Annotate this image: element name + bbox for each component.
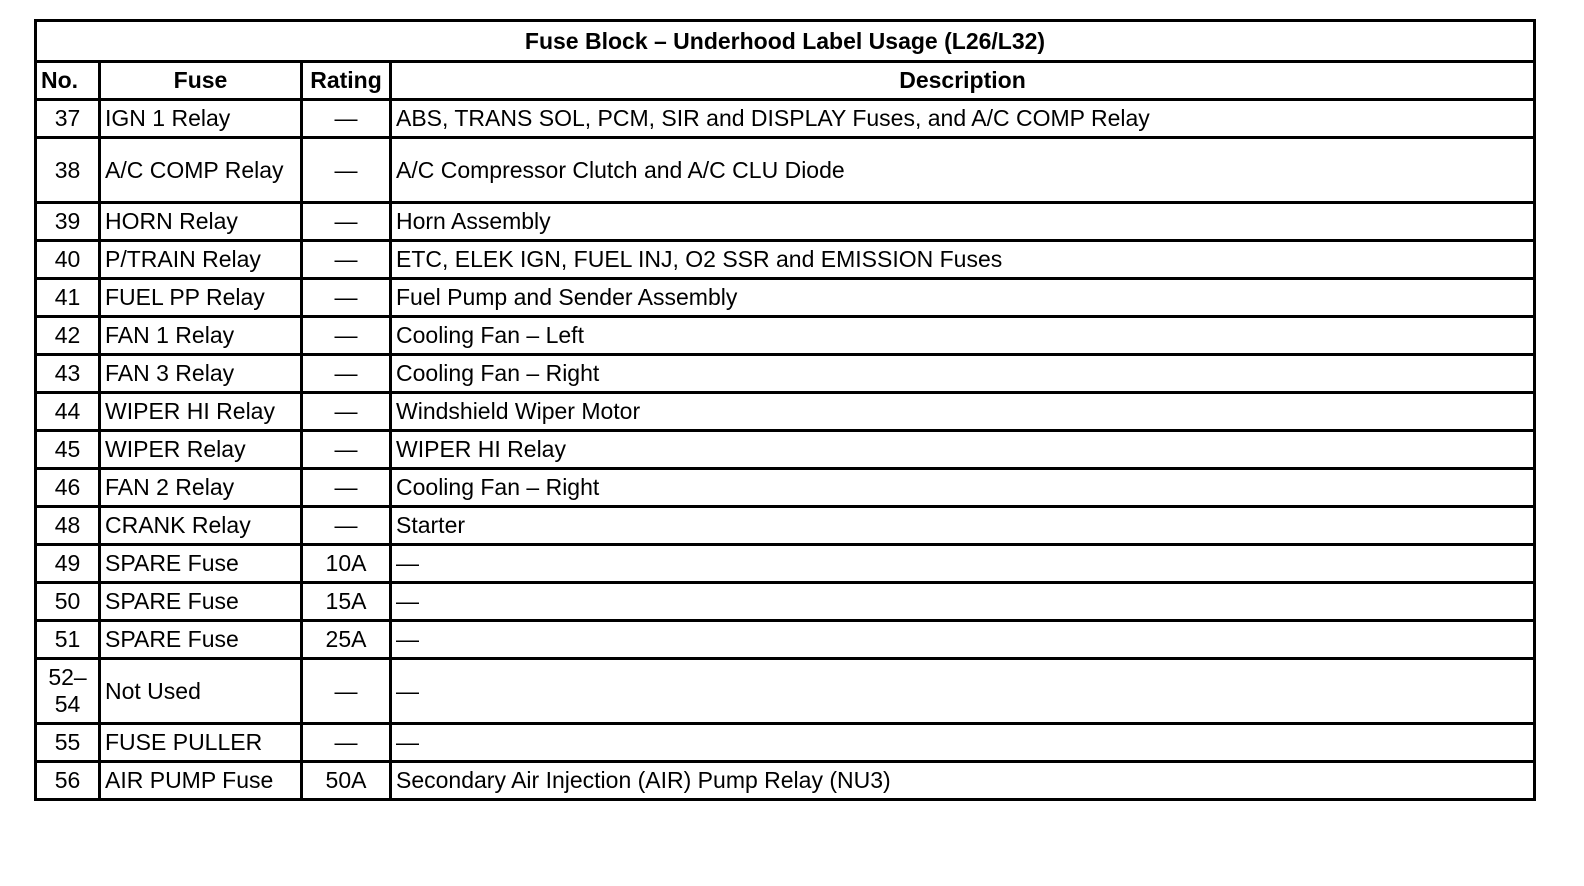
cell-description: Starter [391,507,1535,545]
cell-description: Windshield Wiper Motor [391,393,1535,431]
table-row [36,621,1535,659]
cell-fuse: P/TRAIN Relay [100,241,302,279]
table-title: Fuse Block – Underhood Label Usage (L26/L32) [36,21,1535,62]
cell-rating: — [302,393,391,431]
cell-rating: — [302,279,391,317]
cell-fuse: FAN 1 Relay [100,317,302,355]
table-row [36,279,1535,317]
header-rating: Rating [302,62,391,100]
cell-description: WIPER HI Relay [391,431,1535,469]
header-description: Description [391,62,1535,100]
cell-fuse: HORN Relay [100,203,302,241]
cell-description: Cooling Fan – Right [391,469,1535,507]
cell-rating: — [302,355,391,393]
cell-no: 50 [36,583,100,621]
cell-no: 48 [36,507,100,545]
cell-fuse: AIR PUMP Fuse [100,762,302,800]
cell-rating: — [302,431,391,469]
cell-description: — [391,545,1535,583]
cell-rating: — [302,724,391,762]
cell-description: — [391,621,1535,659]
table-row [36,762,1535,800]
cell-fuse: FUSE PULLER [100,724,302,762]
table-row [36,138,1535,203]
cell-no: 42 [36,317,100,355]
cell-description: Cooling Fan – Left [391,317,1535,355]
table-row [36,469,1535,507]
cell-no: 49 [36,545,100,583]
table-row [36,724,1535,762]
cell-no: 37 [36,100,100,138]
cell-no: 43 [36,355,100,393]
cell-rating: — [302,659,391,724]
cell-fuse: Not Used [100,659,302,724]
cell-description: Fuel Pump and Sender Assembly [391,279,1535,317]
table-row [36,100,1535,138]
cell-fuse: A/C COMP Relay [100,138,302,203]
table-row [36,545,1535,583]
cell-no: 46 [36,469,100,507]
cell-description: Secondary Air Injection (AIR) Pump Relay (NU3) [391,762,1535,800]
cell-no: 55 [36,724,100,762]
cell-rating: — [302,317,391,355]
fuse-block-table [34,19,1536,801]
cell-rating: — [302,100,391,138]
cell-description: Horn Assembly [391,203,1535,241]
cell-fuse: SPARE Fuse [100,583,302,621]
cell-fuse: IGN 1 Relay [100,100,302,138]
table-row [36,241,1535,279]
cell-fuse: FAN 3 Relay [100,355,302,393]
table-header-row [36,62,1535,100]
cell-no: 56 [36,762,100,800]
cell-no: 44 [36,393,100,431]
cell-no: 38 [36,138,100,203]
cell-rating: — [302,203,391,241]
cell-no: 52–54 [36,659,100,724]
cell-no: 45 [36,431,100,469]
header-fuse: Fuse [100,62,302,100]
cell-fuse: WIPER HI Relay [100,393,302,431]
table-row [36,431,1535,469]
header-no: No. [36,62,100,100]
cell-description: A/C Compressor Clutch and A/C CLU Diode [391,138,1535,203]
cell-no: 51 [36,621,100,659]
cell-description: — [391,659,1535,724]
table-row [36,203,1535,241]
table-row [36,507,1535,545]
cell-fuse: SPARE Fuse [100,621,302,659]
table-title-row [36,21,1535,62]
cell-description: ABS, TRANS SOL, PCM, SIR and DISPLAY Fuses, and A/C COMP Relay [391,100,1535,138]
cell-rating: 10A [302,545,391,583]
table-row [36,355,1535,393]
cell-description: Cooling Fan – Right [391,355,1535,393]
cell-no: 40 [36,241,100,279]
cell-rating: 50A [302,762,391,800]
cell-fuse: FAN 2 Relay [100,469,302,507]
cell-fuse: FUEL PP Relay [100,279,302,317]
cell-fuse: SPARE Fuse [100,545,302,583]
cell-fuse: WIPER Relay [100,431,302,469]
table-row [36,317,1535,355]
cell-no: 41 [36,279,100,317]
cell-rating: 25A [302,621,391,659]
table-row [36,659,1535,724]
cell-fuse: CRANK Relay [100,507,302,545]
cell-description: ETC, ELEK IGN, FUEL INJ, O2 SSR and EMISSION Fuses [391,241,1535,279]
cell-description: — [391,583,1535,621]
cell-rating: — [302,138,391,203]
cell-no: 39 [36,203,100,241]
cell-rating: — [302,469,391,507]
table-row [36,393,1535,431]
cell-description: — [391,724,1535,762]
cell-rating: 15A [302,583,391,621]
cell-rating: — [302,507,391,545]
table-row [36,583,1535,621]
cell-rating: — [302,241,391,279]
